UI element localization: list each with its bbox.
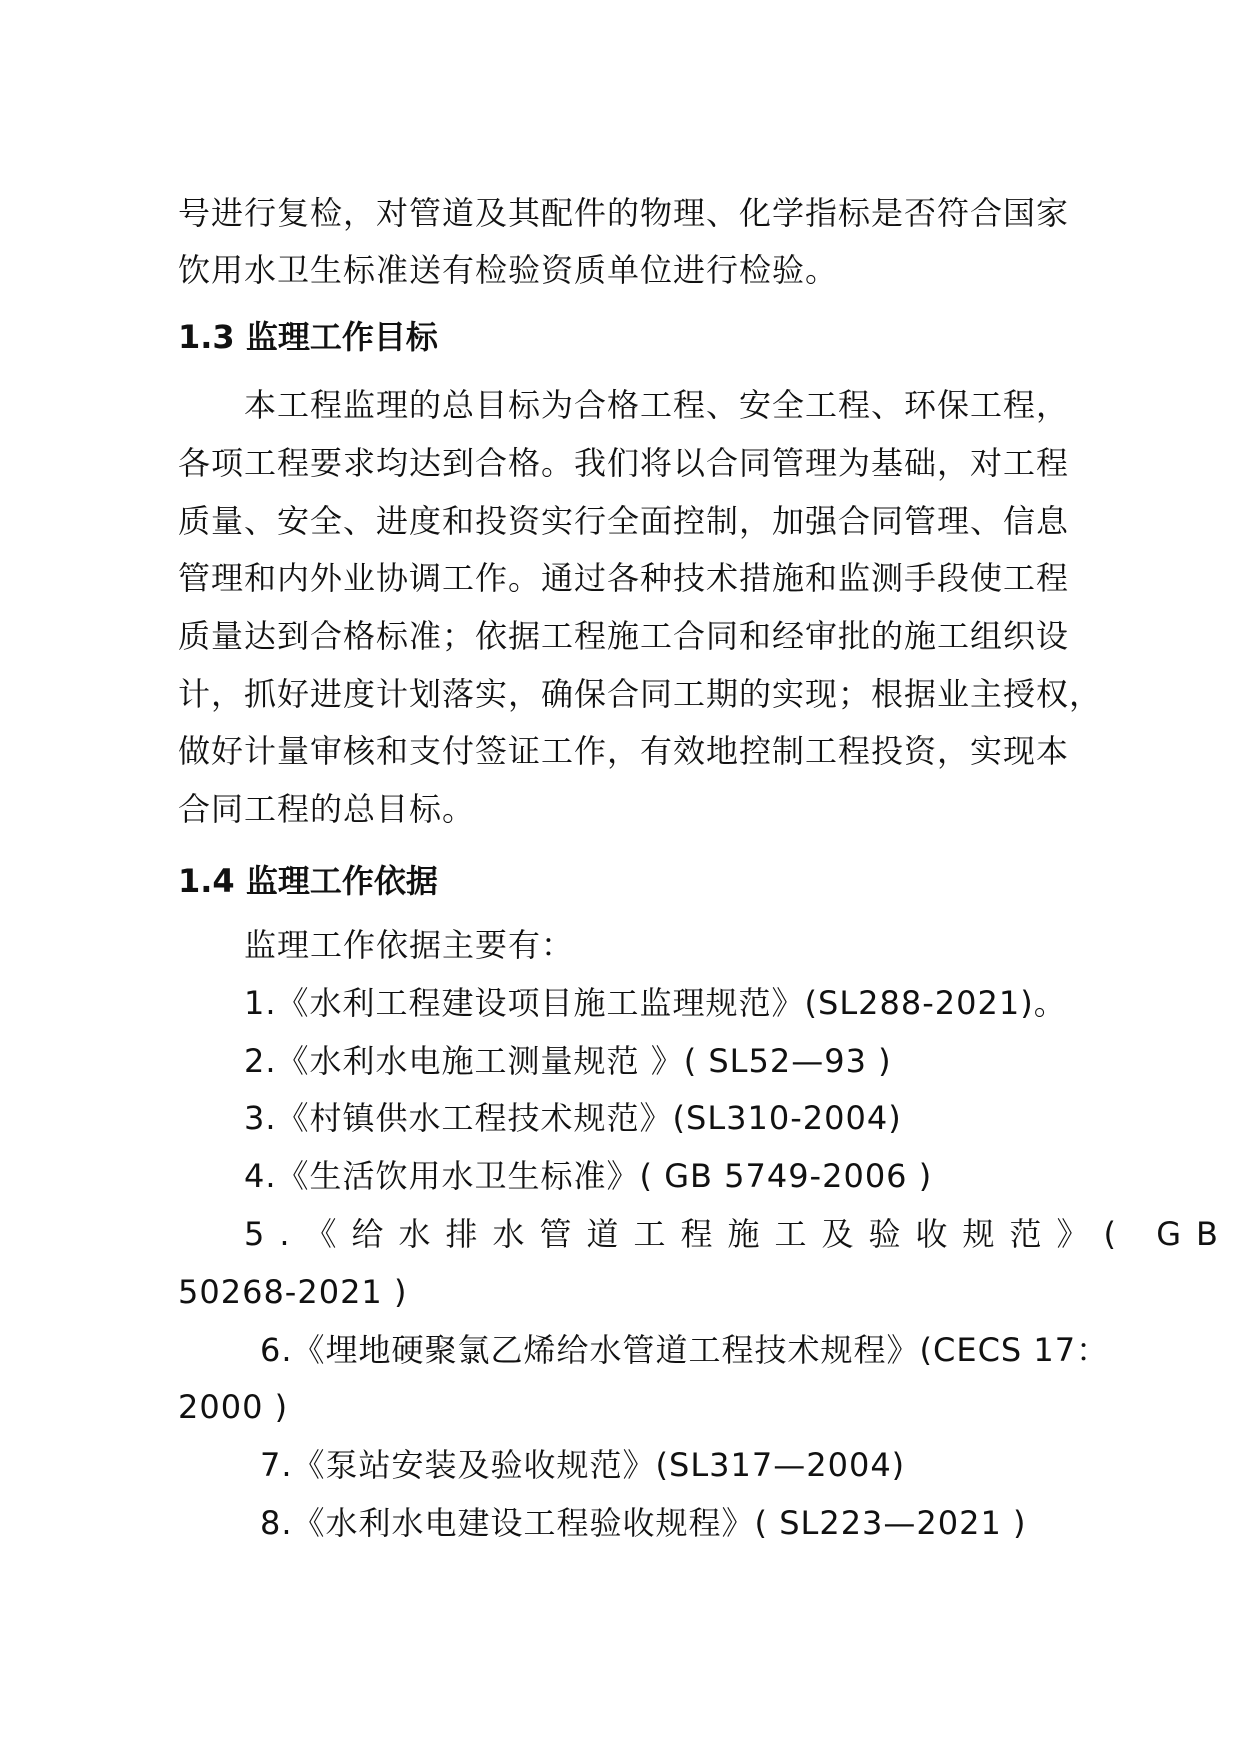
paragraph-line: 本工程监理的总目标为合格工程、安全工程、环保工程，: [244, 386, 1070, 424]
paragraph-line: 各项工程要求均达到合格。我们将以合同管理为基础，对工程: [178, 444, 1070, 482]
paragraph-line: 合同工程的总目标。: [178, 790, 476, 828]
list-item: 2.《水利水电施工测量规范 》( SL52—93 ): [244, 1042, 892, 1080]
list-item: 8.《水利水电建设工程验收规程》( SL223—2021 ): [260, 1504, 1027, 1542]
section-heading: 1.3 监理工作目标: [178, 318, 438, 356]
list-item: 7.《泵站安装及验收规范》(SL317—2004): [260, 1446, 906, 1484]
paragraph-line: 计，抓好进度计划落实，确保合同工期的实现；根据业主授权，: [178, 675, 1103, 713]
list-intro: 监理工作依据主要有：: [244, 926, 575, 964]
list-item: 3.《村镇供水工程技术规范》(SL310-2004): [244, 1099, 902, 1137]
list-item: 5.《给水排水管道工程施工及验收规范》( GB: [244, 1215, 1233, 1253]
paragraph-line: 质量达到合格标准；依据工程施工合同和经审批的施工组织设: [178, 617, 1070, 655]
body-text-line: 饮用水卫生标准送有检验资质单位进行检验。: [178, 251, 839, 289]
paragraph-line: 做好计量审核和支付签证工作，有效地控制工程投资，实现本: [178, 732, 1070, 770]
body-text-line: 号进行复检，对管道及其配件的物理、化学指标是否符合国家: [178, 194, 1070, 232]
list-item: 4.《生活饮用水卫生标准》( GB 5749-2006 ): [244, 1157, 933, 1195]
paragraph-line: 管理和内外业协调工作。通过各种技术措施和监测手段使工程: [178, 559, 1070, 597]
paragraph-line: 质量、安全、进度和投资实行全面控制，加强合同管理、信息: [178, 502, 1070, 540]
section-heading: 1.4 监理工作依据: [178, 862, 438, 900]
list-item-continuation: 50268-2021 ): [178, 1273, 408, 1311]
list-item: 1.《水利工程建设项目施工监理规范》(SL288-2021)。: [244, 984, 1067, 1022]
list-item: 6.《埋地硬聚氯乙烯给水管道工程技术规程》(CECS 17：: [260, 1331, 1110, 1369]
list-item-continuation: 2000 ): [178, 1388, 289, 1426]
